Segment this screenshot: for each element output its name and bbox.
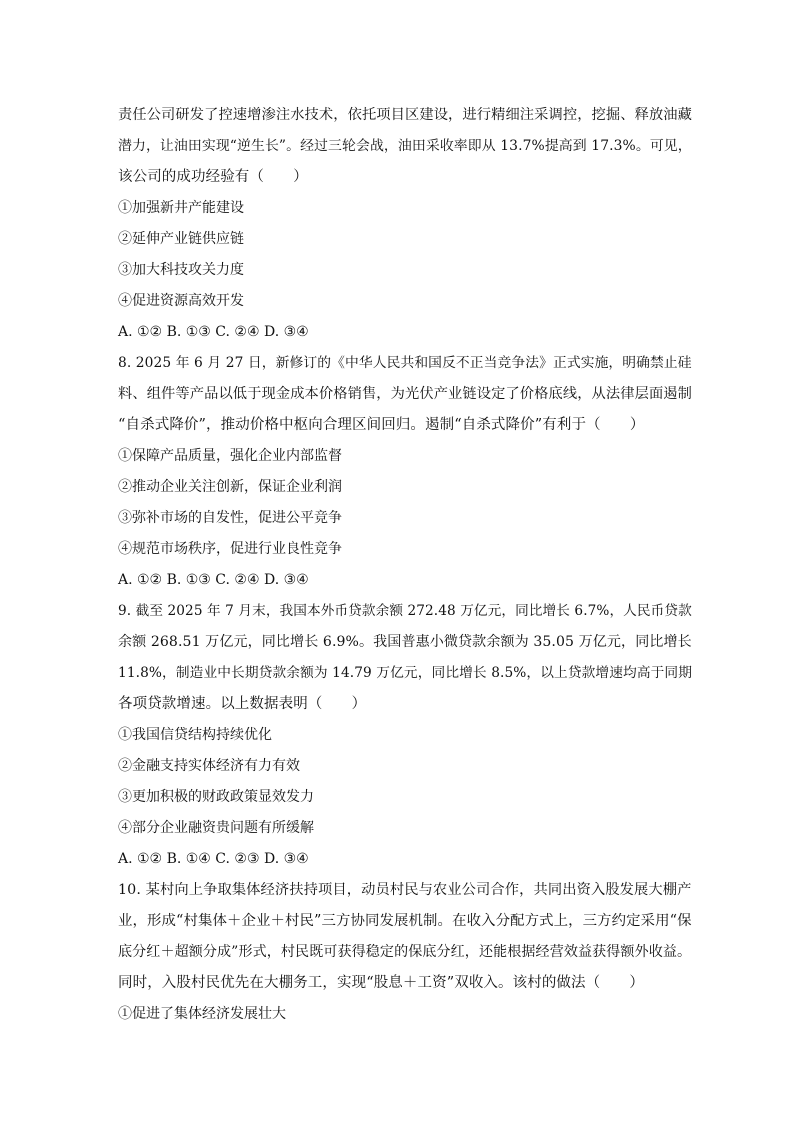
question-8 [118,348,692,596]
question-7-stem-line: 该公司的成功经验有（ ） [118,169,308,185]
question-7-option-1: ①加强新井产能建设 [118,200,244,216]
question-9 [118,596,692,875]
question-9-answer-choices: A. ①② B. ①④ C. ②③ D. ③④ [118,851,309,867]
question-8-stem-line: 8. 2025 年 6 月 27 日，新修订的《中华人民共和国反不正当竞争法》正式实施，明确禁止硅 [118,355,692,371]
question-8-option-2: ②推动企业关注创新，保证企业利润 [118,479,342,495]
exam-page [118,100,692,1030]
question-10-stem-line: 同时，入股村民优先在大棚务工，实现“股息＋工资”双收入。该村的做法（ ） [118,975,645,991]
question-7-answer-choices: A. ①② B. ①③ C. ②④ D. ③④ [118,324,309,340]
question-8-option-3: ③弥补市场的自发性，促进公平竞争 [118,510,342,526]
question-8-answer-choices: A. ①② B. ①③ C. ②④ D. ③④ [118,572,309,588]
question-7-option-2: ②延伸产业链供应链 [118,231,244,247]
question-7-stem-line: 潜力，让油田实现“逆生长”。经过三轮会战，油田采收率即从 13.7%提高到 17.3%。可见， [118,138,692,154]
question-9-option-4: ④部分企业融资贵问题有所缓解 [118,820,314,836]
question-9-option-1: ①我国信贷结构持续优化 [118,727,272,743]
question-10-stem-line: 业，形成“村集体＋企业＋村民”三方协同发展机制。在收入分配方式上，三方约定采用“保 [118,913,692,929]
question-9-option-2: ②金融支持实体经济有力有效 [118,758,300,774]
question-10-option-1: ①促进了集体经济发展壮大 [118,1006,286,1022]
question-7-stem-line: 责任公司研发了控速增渗注水技术，依托项目区建设，进行精细注采调控，挖掘、释放油藏 [118,107,693,123]
question-7-option-3: ③加大科技攻关力度 [118,262,244,278]
question-8-stem-line: “自杀式降价”，推动价格中枢向合理区间回归。遏制“自杀式降价”有利于（ ） [118,417,645,433]
question-10 [118,875,692,1030]
question-7-option-4: ④促进资源高效开发 [118,293,244,309]
question-9-option-3: ③更加积极的财政政策显效发力 [118,789,314,805]
question-10-stem-line: 10. 某村向上争取集体经济扶持项目，动员村民与农业公司合作，共同出资入股发展大棚产 [118,882,692,898]
question-8-option-4: ④规范市场秩序，促进行业良性竞争 [118,541,342,557]
question-9-stem-line: 9. 截至 2025 年 7 月末，我国本外币贷款余额 272.48 万亿元，同比增长 6.7%，人民币贷款 [118,603,692,619]
question-9-stem-line: 各项贷款增速。以上数据表明（ ） [118,696,367,712]
question-7 [118,100,692,348]
question-8-stem-line: 料、组件等产品以低于现金成本价格销售，为光伏产业链设定了价格底线，从法律层面遏制 [118,386,693,402]
question-9-stem-line: 11.8%，制造业中长期贷款余额为 14.79 万亿元，同比增长 8.5%，以上贷款增速均高于同期 [118,665,693,681]
question-10-stem-line: 底分红＋超额分成”形式，村民既可获得稳定的保底分红，还能根据经营效益获得额外收益。 [118,944,692,960]
question-9-stem-line: 余额 268.51 万亿元，同比增长 6.9%。我国普惠小微贷款余额为 35.05 万亿元，同比增长 [118,634,692,650]
question-8-option-1: ①保障产品质量，强化企业内部监督 [118,448,342,464]
